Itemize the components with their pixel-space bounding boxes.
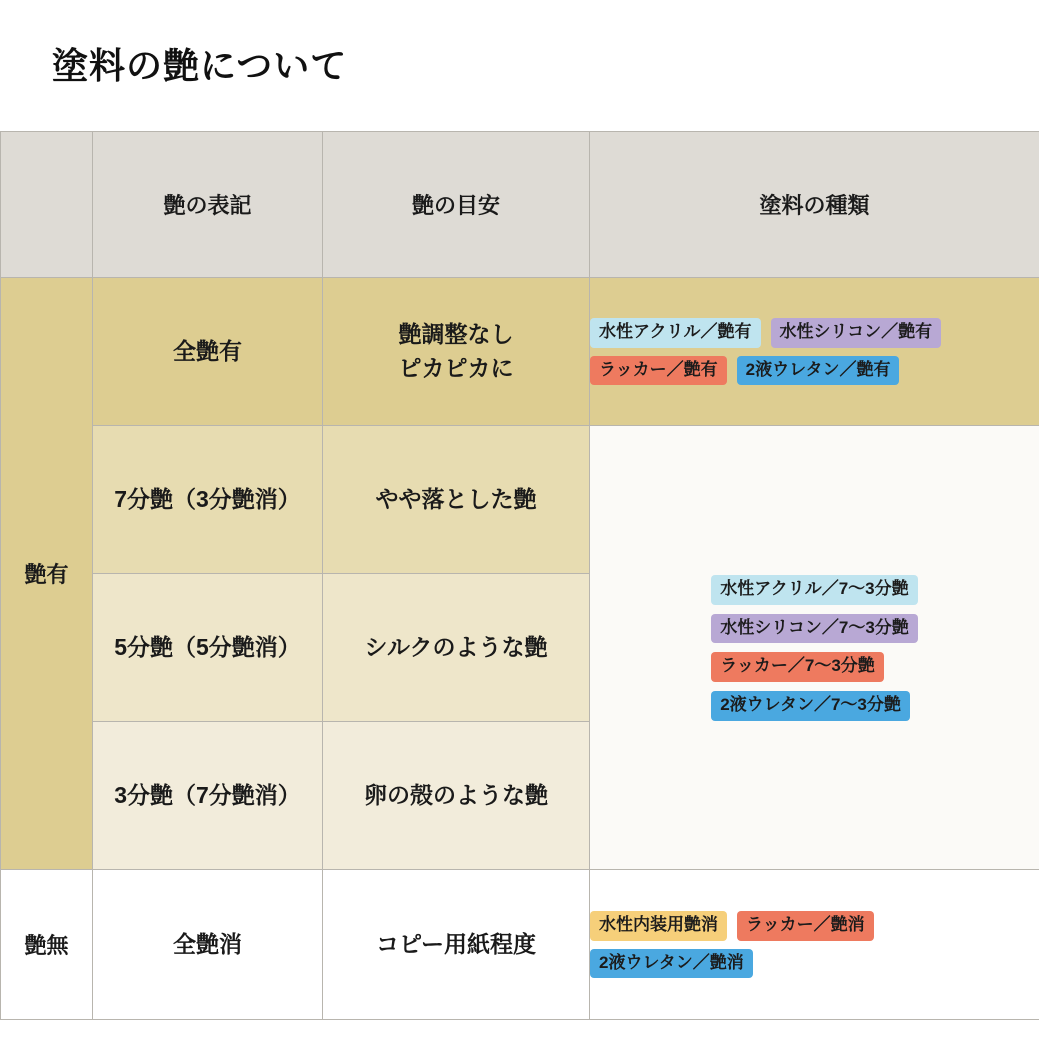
row-guide-zentsuyakeshi: コピー用紙程度	[323, 870, 590, 1020]
paint-chip-lacquer-gloss: ラッカー／艶有	[590, 356, 727, 386]
table-row	[1, 278, 1039, 426]
row-label-7bu: 7分艶（3分艶消）	[93, 426, 323, 574]
types-cell-mid	[590, 426, 1039, 870]
column-header-notation: 艶の表記	[93, 132, 323, 278]
row-guide-zentsuya	[323, 278, 590, 426]
row-guide-7bu: やや落とした艶	[323, 426, 590, 574]
table-header	[1, 132, 1039, 278]
types-cell-row1	[590, 278, 1039, 426]
chip-group-mid	[590, 575, 1039, 721]
column-header-group	[1, 132, 93, 278]
types-cell-row5	[590, 870, 1039, 1020]
column-header-types: 塗料の種類	[590, 132, 1039, 278]
paint-chip-urethane-gloss: 2液ウレタン／艶有	[737, 356, 900, 386]
chip-group-row1	[590, 318, 1039, 385]
paint-chip-silicon-gloss: 水性シリコン／艶有	[771, 318, 942, 348]
row-label-zentsuyakeshi: 全艶消	[93, 870, 323, 1020]
row-label-3bu: 3分艶（7分艶消）	[93, 722, 323, 870]
guide-line-1: 艶調整なし	[398, 321, 514, 348]
gloss-table	[0, 131, 1039, 1020]
paint-chip-urethane-mid: 2液ウレタン／7〜3分艶	[711, 691, 910, 721]
row-label-5bu: 5分艶（5分艶消）	[93, 574, 323, 722]
page-title: 塗料の艶について	[52, 45, 348, 86]
table-header-row	[1, 132, 1039, 278]
group-label-matte: 艶無	[1, 870, 93, 1020]
paint-chip-lacquer-mid: ラッカー／7〜3分艶	[711, 652, 884, 682]
paint-chip-silicon-mid: 水性シリコン／7〜3分艶	[711, 614, 918, 644]
table-body	[1, 278, 1039, 1020]
guide-line-2: ピカピカに	[398, 354, 514, 381]
paint-chip-urethane-matte: 2液ウレタン／艶消	[590, 949, 753, 979]
row-guide-3bu: 卵の殻のような艶	[323, 722, 590, 870]
row-guide-5bu: シルクのような艶	[323, 574, 590, 722]
column-header-guide: 艶の目安	[323, 132, 590, 278]
paint-chip-acrylic-mid: 水性アクリル／7〜3分艶	[711, 575, 917, 605]
paint-chip-acrylic-gloss: 水性アクリル／艶有	[590, 318, 761, 348]
table-row	[1, 426, 1039, 574]
paint-chip-interior-matte: 水性内装用艶消	[590, 911, 727, 941]
group-label-gloss: 艶有	[1, 278, 93, 870]
table-row	[1, 870, 1039, 1020]
row-label-zentsuya: 全艶有	[93, 278, 323, 426]
paint-chip-lacquer-matte: ラッカー／艶消	[737, 911, 874, 941]
chip-group-row5	[590, 911, 1039, 978]
